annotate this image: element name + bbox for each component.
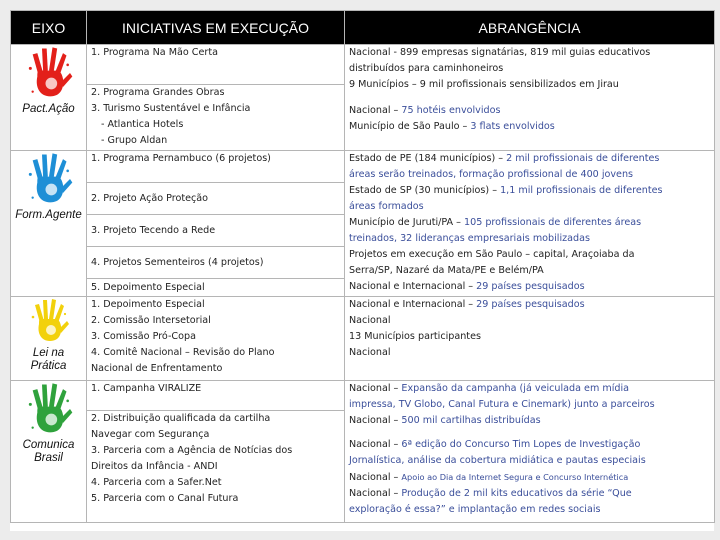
abrangencia-cell xyxy=(345,151,715,297)
iniciativa-line: - Grupo Aldan xyxy=(101,135,168,146)
abrangencia-line: Nacional xyxy=(349,315,391,326)
abrangencia-line: treinados, 32 lideranças empresariais mobilizadas xyxy=(349,233,591,244)
eixo-label-leinapratica: Prática xyxy=(30,360,67,372)
formagente-logo xyxy=(17,151,81,207)
abrangencia-line: Município de São Paulo – 3 flats envolvidos xyxy=(349,121,555,132)
abrangencia-line: impressa, TV Globo, Canal Futura e Cinemark) junto a parceiros xyxy=(349,399,655,410)
table-row xyxy=(11,297,715,381)
abrangencia-line: Nacional - 899 empresas signatárias, 819 mil guias educativos xyxy=(349,47,651,58)
table-row xyxy=(11,45,715,85)
header-row xyxy=(11,11,715,45)
iniciativa-line: 4. Parceria com a Safer.Net xyxy=(91,477,222,488)
abrangencia-line: Jornalística, análise da cobertura midiática e pautas especiais xyxy=(349,455,646,466)
iniciativa-line: Navegar com Segurança xyxy=(91,429,210,440)
abrangencia-line: Estado de PE (184 municípios) – 2 mil profissionais de diferentes xyxy=(349,153,660,164)
leinapratica-logo xyxy=(17,297,81,345)
yellow-hand-icon xyxy=(28,297,70,345)
abrangencia-line: 9 Municípios – 9 mil profissionais sensibilizados em Jirau xyxy=(349,79,619,90)
iniciativa-line: 2. Projeto Ação Proteção xyxy=(91,192,209,204)
iniciativa-cell xyxy=(87,45,345,85)
eixo-cell-comunicabrasil xyxy=(11,381,87,523)
abrangencia-line: Estado de SP (30 municípios) – 1,1 mil profissionais de diferentes xyxy=(349,185,663,196)
iniciativa-line: 4. Projetos Sementeiros (4 projetos) xyxy=(91,256,264,268)
green-hand-icon xyxy=(25,381,73,437)
eixo-cell-formagente xyxy=(11,151,87,297)
blue-hand-icon xyxy=(25,151,73,207)
iniciativa-cell xyxy=(87,151,345,183)
iniciativa-line: - Atlantica Hotels xyxy=(101,119,184,130)
iniciativa-line: 3. Projeto Tecendo a Rede xyxy=(91,224,216,236)
initiatives-table xyxy=(10,10,715,523)
iniciativa-line: 1. Campanha VIRALIZE xyxy=(91,383,202,394)
iniciativa-line: 1. Programa Pernambuco (6 projetos) xyxy=(91,153,271,164)
red-hand-icon xyxy=(25,45,73,101)
eixo-label-comunicabrasil: Brasil xyxy=(34,452,63,464)
abrangencia-line: Nacional – Apoio ao Dia da Internet Segura e Concurso Internética xyxy=(349,472,629,483)
eixo-label-formagente: Form.Agente xyxy=(15,209,82,221)
eixo-label-pactacao: Pact.Ação xyxy=(22,103,75,115)
abrangencia-line: Nacional – 500 mil cartilhas distribuídas xyxy=(349,415,541,426)
eixo-cell-leinapratica xyxy=(11,297,87,381)
abrangencia-line: áreas serão treinados, formação profissional de 400 jovens xyxy=(349,169,634,180)
abrangencia-line: Nacional – 6ª edição do Concurso Tim Lopes de Investigação xyxy=(349,439,641,450)
iniciativa-line: 3. Parceria com a Agência de Notícias dos xyxy=(91,445,293,456)
iniciativa-line: 2. Distribuição qualificada da cartilha xyxy=(91,413,271,424)
abrangencia-cell xyxy=(345,297,715,381)
iniciativa-line: 3. Turismo Sustentável e Infância xyxy=(91,103,251,114)
abrangencia-line: 13 Municípios participantes xyxy=(349,331,481,342)
iniciativa-line: 2. Comissão Intersetorial xyxy=(91,315,211,326)
iniciativa-cell xyxy=(87,411,345,523)
iniciativa-line: Nacional de Enfrentamento xyxy=(91,363,223,374)
header-abrangencia: ABRANGÊNCIA xyxy=(345,11,715,45)
header-iniciativas: INICIATIVAS EM EXECUÇÃO xyxy=(87,11,345,45)
abrangencia-line: Projetos em execução em São Paulo – capital, Araçoiaba da xyxy=(349,249,635,260)
table-row xyxy=(11,381,715,411)
comunicabrasil-logo xyxy=(17,381,81,437)
iniciativa-line: 3. Comissão Pró-Copa xyxy=(91,331,196,342)
iniciativa-cell xyxy=(87,85,345,151)
abrangencia-line: distribuídos para caminhoneiros xyxy=(349,63,504,74)
eixo-cell-pactacao xyxy=(11,45,87,151)
pactacao-logo xyxy=(17,45,81,101)
iniciativa-cell xyxy=(87,279,345,297)
abrangencia-line: Nacional e Internacional – 29 países pesquisados xyxy=(349,281,585,292)
page xyxy=(10,10,714,531)
abrangencia-line: Nacional – Expansão da campanha (já veiculada em mídia xyxy=(349,383,629,394)
abrangencia-line: Nacional – Produção de 2 mil kits educativos da série “Que xyxy=(349,488,632,499)
iniciativa-line: 5. Parceria com o Canal Futura xyxy=(91,493,239,504)
iniciativa-line: 5. Depoimento Especial xyxy=(91,282,205,293)
abrangencia-line: Município de Juruti/PA – 105 profissionais de diferentes áreas xyxy=(349,217,642,228)
iniciativa-line: 2. Programa Grandes Obras xyxy=(91,87,225,98)
iniciativa-cell xyxy=(87,297,345,381)
abrangencia-line: Nacional – 75 hotéis envolvidos xyxy=(349,105,501,116)
iniciativa-cell xyxy=(87,215,345,247)
iniciativa-line: Direitos da Infância - ANDI xyxy=(91,461,218,472)
abrangencia-line: Nacional xyxy=(349,347,391,358)
abrangencia-line: áreas formados xyxy=(349,201,424,212)
iniciativa-cell xyxy=(87,247,345,279)
iniciativa-line: 1. Depoimento Especial xyxy=(91,299,205,310)
abrangencia-line: exploração é essa?” e implantação em redes sociais xyxy=(349,504,601,515)
header-eixo: EIXO xyxy=(11,11,87,45)
eixo-label-leinapratica: Lei na xyxy=(32,347,65,359)
table-row xyxy=(11,151,715,183)
abrangencia-line: Serra/SP, Nazaré da Mata/PE e Belém/PA xyxy=(349,265,544,276)
abrangencia-cell xyxy=(345,381,715,523)
abrangencia-cell xyxy=(345,45,715,151)
iniciativa-line: 1. Programa Na Mão Certa xyxy=(91,47,218,58)
iniciativa-cell xyxy=(87,183,345,215)
eixo-label-comunicabrasil: Comunica xyxy=(22,439,75,451)
iniciativa-line: 4. Comitê Nacional – Revisão do Plano xyxy=(91,347,275,358)
abrangencia-line: Nacional e Internacional – 29 países pesquisados xyxy=(349,299,585,310)
iniciativa-cell xyxy=(87,381,345,411)
